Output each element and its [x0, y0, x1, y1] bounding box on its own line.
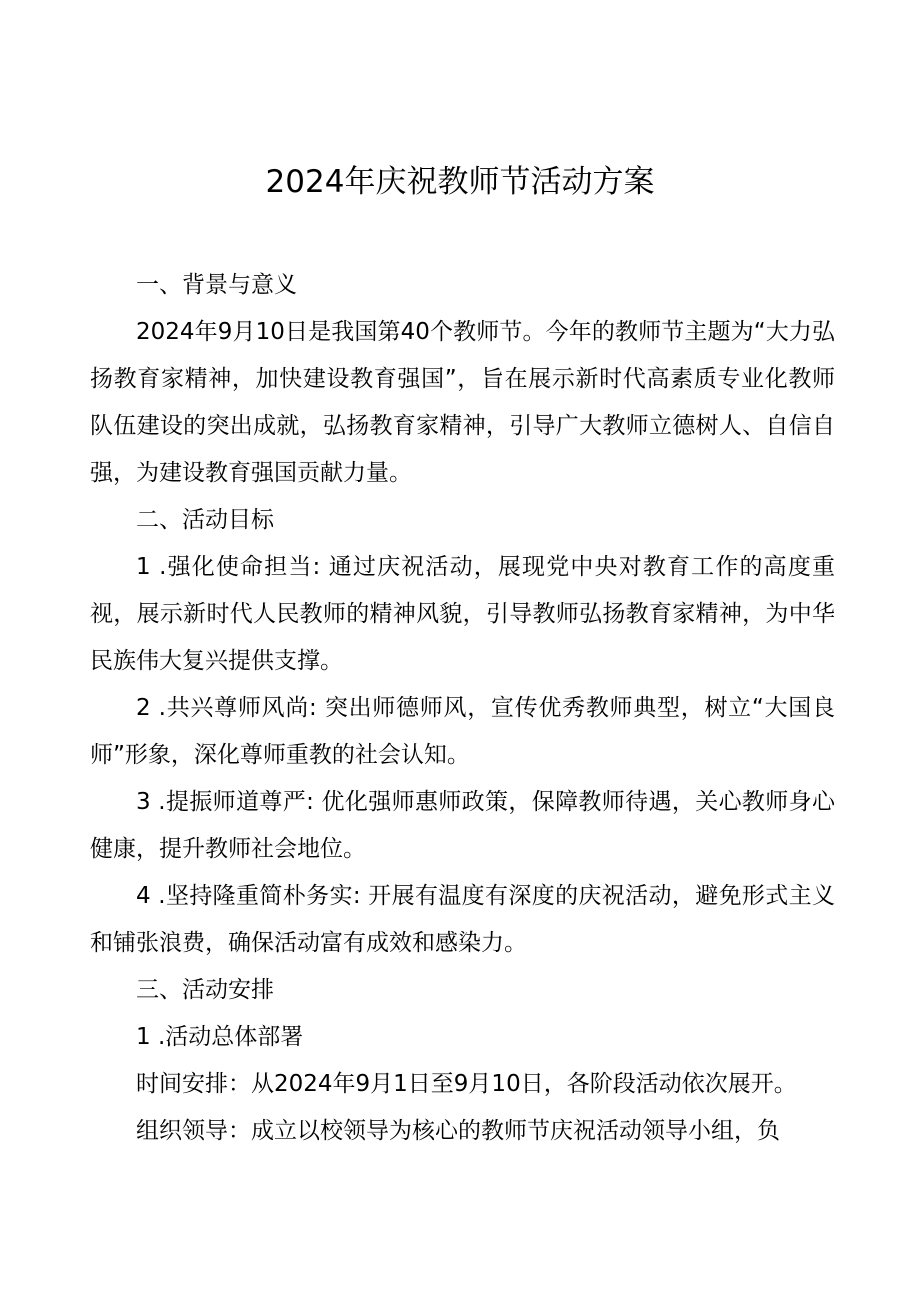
- section-heading-arrangements: 三、活动安排: [136, 977, 274, 1003]
- subheading-overall-deployment: 1 .活动总体部署: [136, 1024, 304, 1050]
- document-body: [90, 262, 835, 1155]
- paragraph-leadership: 组织领导：成立以校领导为核心的教师节庆祝活动领导小组，负: [136, 1118, 780, 1144]
- paragraph-goal-4: 4 .坚持隆重简朴务实: 开展有温度有深度的庆祝活动，避免形式主义和铺张浪费，确保活动富有成效和感染力。: [90, 883, 835, 956]
- paragraph-background: 2024年9月10日是我国第40个教师节。今年的教师节主题为“大力弘扬教育家精神，加快建设教育强国”，旨在展示新时代高素质专业化教师队伍建设的突出成就，弘扬教育家精神，引导广大教师立德树人、自信自强，为建设教育强国贡献力量。: [90, 319, 835, 486]
- paragraph-goal-2: 2 .共兴尊师风尚: 突出师德师风，宣传优秀教师典型，树立“大国良师”形象，深化尊师重教的社会认知。: [90, 695, 835, 768]
- document-title: 2024年庆祝教师节活动方案: [265, 164, 655, 200]
- section-heading-background: 一、背景与意义: [136, 272, 297, 298]
- paragraph-schedule: 时间安排：从2024年9月1日至9月10日，各阶段活动依次展开。: [136, 1071, 797, 1097]
- paragraph-goal-3: 3 .提振师道尊严: 优化强师惠师政策，保障教师待遇，关心教师身心健康，提升教师社会地位。: [90, 789, 835, 862]
- paragraph-goal-1: 1 .强化使命担当: 通过庆祝活动，展现党中央对教育工作的高度重视，展示新时代人民教师的精神风貌，引导教师弘扬教育家精神，为中华民族伟大复兴提供支撑。: [90, 554, 835, 674]
- section-heading-goals: 二、活动目标: [136, 507, 274, 533]
